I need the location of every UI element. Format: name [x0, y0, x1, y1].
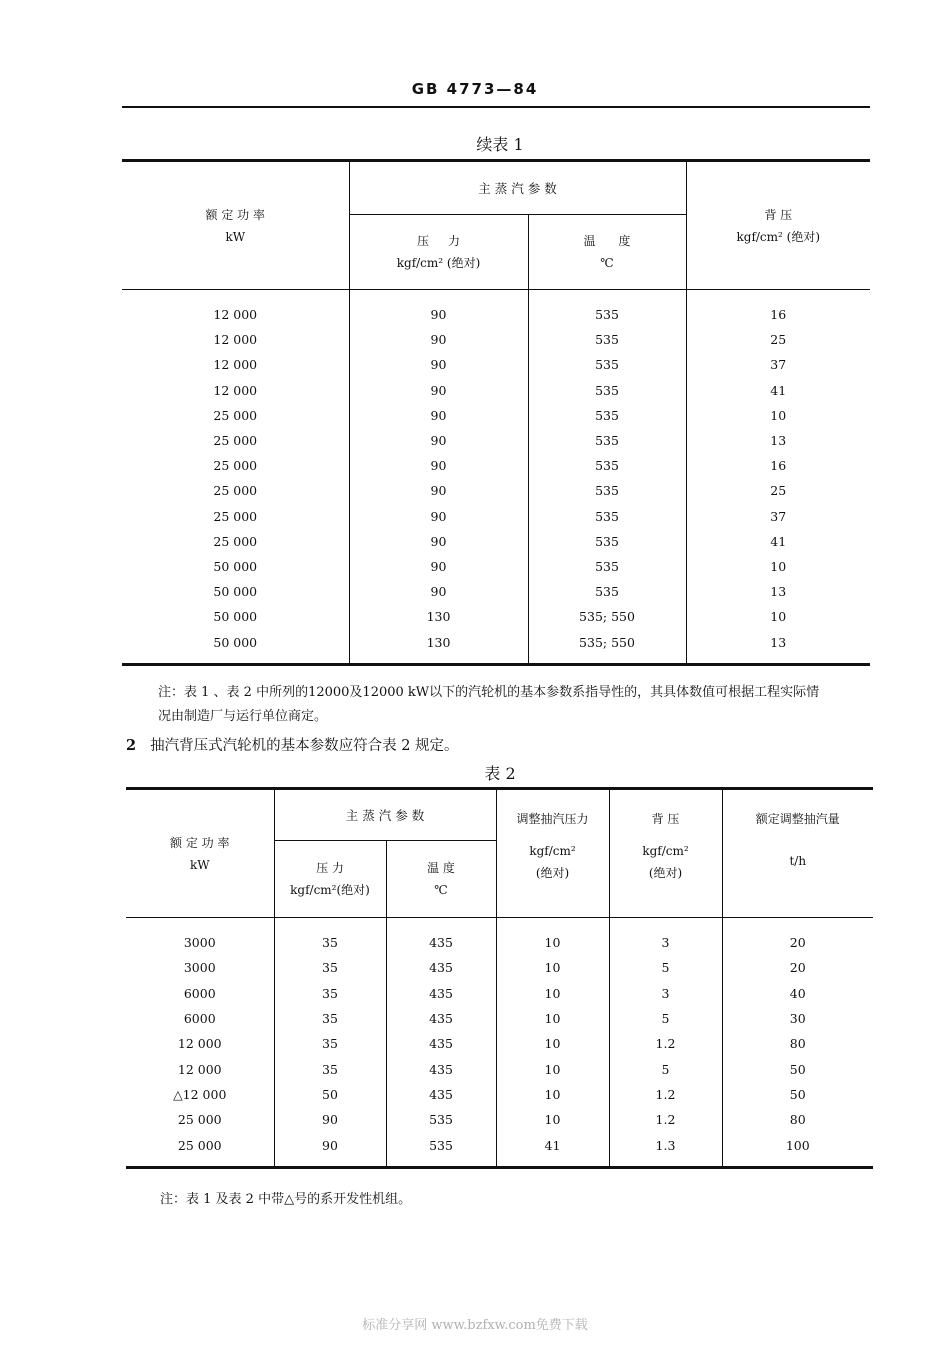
t1-col-temp: 温 度 ℃ [528, 215, 686, 290]
t2-cell: 435 [386, 981, 496, 1006]
t2-cell: 3 [609, 918, 722, 956]
t1-cell: 25 000 [213, 407, 258, 423]
table1-caption: 续表 1 [476, 135, 524, 154]
t1-cell: 90 [349, 290, 528, 328]
t2-cell: 1.2 [609, 1107, 722, 1132]
t2-col-temp: 温 度 ℃ [386, 841, 496, 918]
t1-row [122, 403, 870, 428]
t1-cell: 16 [686, 290, 870, 328]
t2-cell: 10 [496, 918, 609, 956]
t1-cell: 90 [349, 352, 528, 377]
t1-cell: 90 [349, 403, 528, 428]
paragraph-2-number: 2 [126, 737, 137, 754]
t2-col-pressure: 压 力 kgf/cm²(绝对) [274, 841, 386, 918]
t1-cell: 50 000 [213, 584, 258, 600]
paragraph-2 [126, 734, 459, 755]
t1-cell: 13 [686, 428, 870, 453]
t1-cell: 535 [528, 428, 686, 453]
t1-cell: 16 [686, 453, 870, 478]
t2-cell: 5 [609, 955, 722, 980]
t1-cell: 130 [349, 629, 528, 664]
document-header: GB 4773—84 [411, 80, 539, 98]
t1-cell: 90 [349, 327, 528, 352]
t2-cell: 10 [496, 1082, 609, 1107]
t2-cell: 41 [496, 1132, 609, 1167]
t2-cell: 10 [496, 1006, 609, 1031]
t2-cell: 80 [722, 1031, 873, 1056]
t1-cell: 90 [349, 478, 528, 503]
t1-cell: 10 [686, 604, 870, 629]
t1-row [122, 504, 870, 529]
t2-cell: 435 [386, 1006, 496, 1031]
table2 [126, 787, 873, 1169]
t1-cell: 12 000 [213, 357, 258, 373]
t1-cell: 50 000 [213, 609, 258, 625]
header-rule [122, 106, 870, 108]
t1-col-back: 背 压 kgf/cm² (绝对) [686, 161, 870, 290]
t2-col-back: 背 压 kgf/cm² (绝对) [609, 789, 722, 918]
t2-cell: △12 000 [173, 1086, 227, 1102]
t1-row [122, 352, 870, 377]
t2-cell: 10 [496, 1056, 609, 1081]
t1-row [122, 290, 870, 328]
t2-col-extract: 调整抽汽压力 kgf/cm² (绝对) [496, 789, 609, 918]
t2-cell: 12 000 [177, 1036, 222, 1052]
t2-row [126, 1107, 873, 1132]
t2-col-flow: 额定调整抽汽量 t/h [722, 789, 873, 918]
t2-row [126, 1082, 873, 1107]
t2-cell: 6000 [183, 985, 216, 1001]
t2-cell: 435 [386, 1056, 496, 1081]
t1-cell: 13 [686, 629, 870, 664]
t2-row [126, 955, 873, 980]
t1-cell: 37 [686, 352, 870, 377]
t1-cell: 12 000 [213, 382, 258, 398]
t1-cell: 37 [686, 504, 870, 529]
t1-cell: 90 [349, 504, 528, 529]
t2-cell: 35 [274, 1006, 386, 1031]
t1-cell: 25 [686, 327, 870, 352]
t2-cell: 5 [609, 1006, 722, 1031]
t2-row [126, 1031, 873, 1056]
t2-cell: 25 000 [177, 1112, 222, 1128]
t2-cell: 35 [274, 1056, 386, 1081]
t2-cell: 535 [386, 1107, 496, 1132]
t2-col-power: 额 定 功 率 kW [126, 789, 274, 918]
t2-cell: 535 [386, 1132, 496, 1167]
t2-cell: 25 000 [126, 1132, 274, 1167]
t1-col-power: 额 定 功 率 kW [122, 161, 349, 290]
t1-group-main-steam: 主 蒸 汽 参 数 [349, 161, 686, 215]
note1: 注：表 1 、表 2 中所列的12000及12000 kW以下的汽轮机的基本参数系指导性的，其具体数值可根据工程实际情 况由制造厂与运行单位商定。 [158, 685, 820, 724]
t2-cell: 35 [274, 981, 386, 1006]
t1-row [122, 629, 870, 664]
t1-cell: 535 [528, 327, 686, 352]
t1-row [122, 428, 870, 453]
t1-cell: 25 [686, 478, 870, 503]
table1 [122, 159, 870, 666]
t1-row [122, 478, 870, 503]
t2-cell: 20 [722, 918, 873, 956]
t2-cell: 435 [386, 1031, 496, 1056]
t2-cell: 40 [722, 981, 873, 1006]
t1-cell: 535; 550 [528, 604, 686, 629]
t2-cell: 3000 [183, 935, 216, 951]
t1-row [122, 453, 870, 478]
t1-cell: 10 [686, 403, 870, 428]
t1-cell: 90 [349, 428, 528, 453]
t1-cell: 535 [528, 403, 686, 428]
t1-cell: 535 [528, 478, 686, 503]
t1-cell: 535 [528, 504, 686, 529]
t1-cell: 535 [528, 529, 686, 554]
t1-row [122, 579, 870, 604]
t1-col-pressure: 压 力 kgf/cm² (绝对) [349, 215, 528, 290]
t2-group-main-steam: 主 蒸 汽 参 数 [274, 789, 496, 841]
t1-cell: 535 [528, 579, 686, 604]
t1-cell: 25 000 [213, 508, 258, 524]
t1-cell: 535 [528, 352, 686, 377]
t1-cell: 12 000 [213, 332, 258, 348]
t2-cell: 35 [274, 918, 386, 956]
t2-cell: 435 [386, 1082, 496, 1107]
t1-row [122, 378, 870, 403]
t2-cell: 1.2 [609, 1082, 722, 1107]
t1-cell: 50 000 [122, 629, 349, 664]
t1-cell: 25 000 [213, 533, 258, 549]
t2-cell: 35 [274, 955, 386, 980]
t2-cell: 3000 [183, 960, 216, 976]
t2-row [126, 1056, 873, 1081]
t2-row [126, 1006, 873, 1031]
t1-cell: 90 [349, 579, 528, 604]
t2-cell: 10 [496, 981, 609, 1006]
t1-cell: 535; 550 [528, 629, 686, 664]
t1-cell: 90 [349, 453, 528, 478]
t1-cell: 13 [686, 579, 870, 604]
t2-row [126, 1132, 873, 1167]
t2-cell: 5 [609, 1056, 722, 1081]
t1-cell: 25 000 [213, 458, 258, 474]
t2-cell: 435 [386, 955, 496, 980]
t2-cell: 30 [722, 1006, 873, 1031]
t1-cell: 25 000 [213, 483, 258, 499]
t2-row [126, 918, 873, 956]
t1-cell: 535 [528, 378, 686, 403]
t2-cell: 6000 [183, 1011, 216, 1027]
t1-row [122, 327, 870, 352]
t2-cell: 3 [609, 981, 722, 1006]
t1-row [122, 554, 870, 579]
t2-cell: 90 [274, 1132, 386, 1167]
t2-cell: 50 [274, 1082, 386, 1107]
t2-cell: 80 [722, 1107, 873, 1132]
t2-cell: 20 [722, 955, 873, 980]
t1-cell: 41 [686, 529, 870, 554]
note2: 注：表 1 及表 2 中带△号的系开发性机组。 [160, 1192, 412, 1207]
t1-cell: 535 [528, 453, 686, 478]
t1-cell: 90 [349, 378, 528, 403]
paragraph-2-text: 抽汽背压式汽轮机的基本参数应符合表 2 规定。 [150, 738, 459, 754]
t2-cell: 50 [722, 1082, 873, 1107]
watermark: 标准分享网 www.bzfxw.com免费下载 [362, 1318, 588, 1333]
t1-cell: 41 [686, 378, 870, 403]
t1-row [122, 604, 870, 629]
t1-cell: 90 [349, 529, 528, 554]
t1-cell: 130 [349, 604, 528, 629]
t2-cell: 35 [274, 1031, 386, 1056]
t1-cell: 10 [686, 554, 870, 579]
t1-cell: 90 [349, 554, 528, 579]
t2-cell: 1.2 [609, 1031, 722, 1056]
t2-cell: 10 [496, 1031, 609, 1056]
t2-cell: 100 [722, 1132, 873, 1167]
t2-cell: 90 [274, 1107, 386, 1132]
t2-cell: 50 [722, 1056, 873, 1081]
t2-cell: 10 [496, 1107, 609, 1132]
t1-cell: 50 000 [213, 558, 258, 574]
t1-cell: 25 000 [213, 433, 258, 449]
t2-cell: 435 [386, 918, 496, 956]
table2-caption: 表 2 [484, 764, 516, 783]
t2-row [126, 981, 873, 1006]
t1-cell: 535 [528, 554, 686, 579]
t1-row [122, 529, 870, 554]
t1-cell: 12 000 [213, 307, 258, 323]
t2-cell: 10 [496, 955, 609, 980]
t2-cell: 1.3 [609, 1132, 722, 1167]
t2-cell: 12 000 [177, 1061, 222, 1077]
t1-cell: 535 [528, 290, 686, 328]
